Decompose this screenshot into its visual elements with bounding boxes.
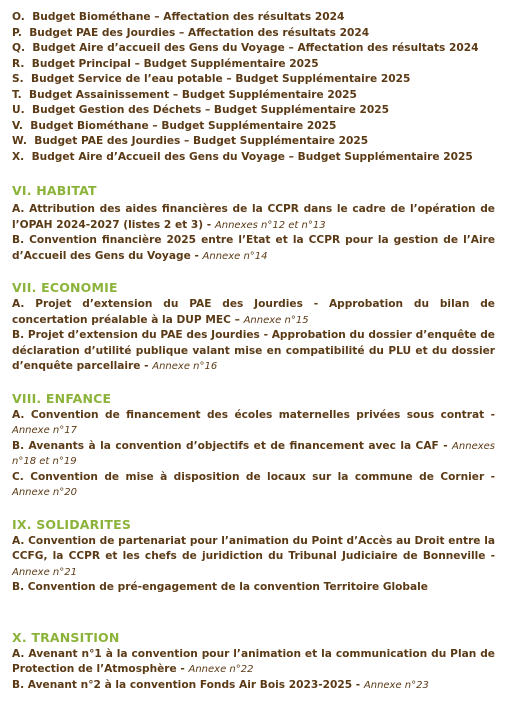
budget-list-item <box>12 72 495 88</box>
budget-list-item <box>12 150 495 166</box>
budget-list-item <box>12 88 495 104</box>
budget-list-text: Budget PAE des Jourdies – Affectation des résultats 2024 <box>29 26 370 39</box>
section-title-enfance: VIII. ENFANCE <box>12 390 112 406</box>
budget-list-letter: U. <box>12 104 25 116</box>
habitat-annex-b: Annexe n°14 <box>202 250 268 262</box>
budget-list-text: Budget Biométhane – Budget Supplémentaire 2025 <box>30 119 337 132</box>
budget-list-item <box>12 10 495 26</box>
enfance-item-b: B. Avenants à la convention d’objectifs et de financement avec la CAF - Annexes n°18 et n°19 <box>12 439 495 467</box>
budget-list-text: Budget Aire d’Accueil des Gens du Voyage – Budget Supplémentaire 2025 <box>31 150 473 163</box>
budget-list-letter: Q. <box>12 42 26 54</box>
budget-list-letter: R. <box>12 57 25 70</box>
economie-item-a: A. Projet d’extension du PAE des Jourdies - Approbation du bilan de concertation préalable à la DUP MEC – Annexe n°15 <box>12 298 495 326</box>
budget-list-text: Budget Biométhane – Affectation des résultats 2024 <box>32 11 345 23</box>
budget-list-letter: P. <box>12 26 22 39</box>
budget-list-letter: T. <box>12 88 22 101</box>
budget-list-text: Budget Aire d’accueil des Gens du Voyage – Affectation des résultats 2024 <box>32 42 479 54</box>
budget-list-item <box>12 119 495 135</box>
budget-list-text: Budget Principal – Budget Supplémentaire 2025 <box>31 57 319 70</box>
enfance-annex-a: Annexe n°17 <box>12 425 77 436</box>
habitat-item-a: A. Attribution des aides financières de la CCPR dans le cadre de l’opération de l’OPAH 2024-2027 (listes 2 et 3) - Annexes n°12 et n°13 <box>12 203 495 231</box>
transition-annex-b: Annexe n°23 <box>363 679 429 691</box>
solidarites-item-b: B. Convention de pré-engagement de la convention Territoire Globale <box>12 581 428 593</box>
budget-list-letter: X. <box>12 150 25 163</box>
section-title-habitat: VI. HABITAT <box>12 183 97 198</box>
budget-list-item <box>12 57 495 73</box>
habitat-item-b: B. Convention financière 2025 entre l’Etat et la CCPR pour la gestion de l’Aire d’Accueil des Gens du Voyage - Annexe n°14 <box>12 234 495 262</box>
solidarites-item-a: A. Convention de partenariat pour l’animation du Point d’Accès au Droit entre la CCFG, la CCPR et les chefs de juridiction du Tribunal Judiciaire de Bonneville - Annexe n°21 <box>12 534 495 578</box>
budget-list-letter: O. <box>12 11 25 23</box>
budget-list-letter: V. <box>12 119 23 132</box>
transition-annex-a: Annexe n°22 <box>188 664 254 675</box>
budget-list-item <box>12 134 495 150</box>
enfance-item-a: A. Convention de financement des écoles maternelles privées sous contrat - Annexe n°17 <box>12 408 495 436</box>
transition-item-a: A. Avenant n°1 à la convention pour l’animation et la communication du Plan de Protection de l’Atmosphère - Annexe n°22 <box>12 647 495 675</box>
budget-list-letter: W. <box>12 135 27 147</box>
budget-list-item <box>12 26 495 42</box>
enfance-item-c: C. Convention de mise à disposition de locaux sur la commune de Cornier - Annexe n°20 <box>12 470 495 498</box>
section-title-economie: VII. ECONOMIE <box>12 280 118 295</box>
budget-list-item <box>12 103 495 119</box>
habitat-annex-a: Annexes n°12 et n°13 <box>214 219 326 231</box>
budget-list-text: Budget Assainissement – Budget Supplémentaire 2025 <box>29 88 357 101</box>
budget-list-text: Budget PAE des Jourdies – Budget Supplémentaire 2025 <box>34 135 369 147</box>
enfance-annex-c: Annexe n°20 <box>12 487 77 498</box>
budget-list <box>12 10 495 165</box>
transition-item-b: B. Avenant n°2 à la convention Fonds Air Bois 2023-2025 - Annexe n°23 <box>12 678 429 691</box>
budget-list-text: Budget Service de l’eau potable – Budget Supplémentaire 2025 <box>31 73 411 85</box>
solidarites-annex-a: Annexe n°21 <box>12 566 77 578</box>
economie-annex-b: Annexe n°16 <box>152 361 218 372</box>
section-title-solidarites: IX. SOLIDARITES <box>12 516 132 532</box>
budget-list-item <box>12 41 495 57</box>
economie-item-b: B. Projet d’extension du PAE des Jourdies - Approbation du dossier d’enquête de déclaration d’utilité publique valant mise en compatibilité du PLU et du dossier d’enquête parcellaire - Annexe n°16 <box>12 329 495 372</box>
budget-list-letter: S. <box>12 73 24 85</box>
enfance-annex-b: Annexes n°18 et n°19 <box>12 440 495 467</box>
budget-list-text: Budget Gestion des Déchets – Budget Supplémentaire 2025 <box>32 104 389 116</box>
section-title-transition: X. TRANSITION <box>12 629 120 645</box>
economie-annex-a: Annexe n°15 <box>243 314 309 326</box>
